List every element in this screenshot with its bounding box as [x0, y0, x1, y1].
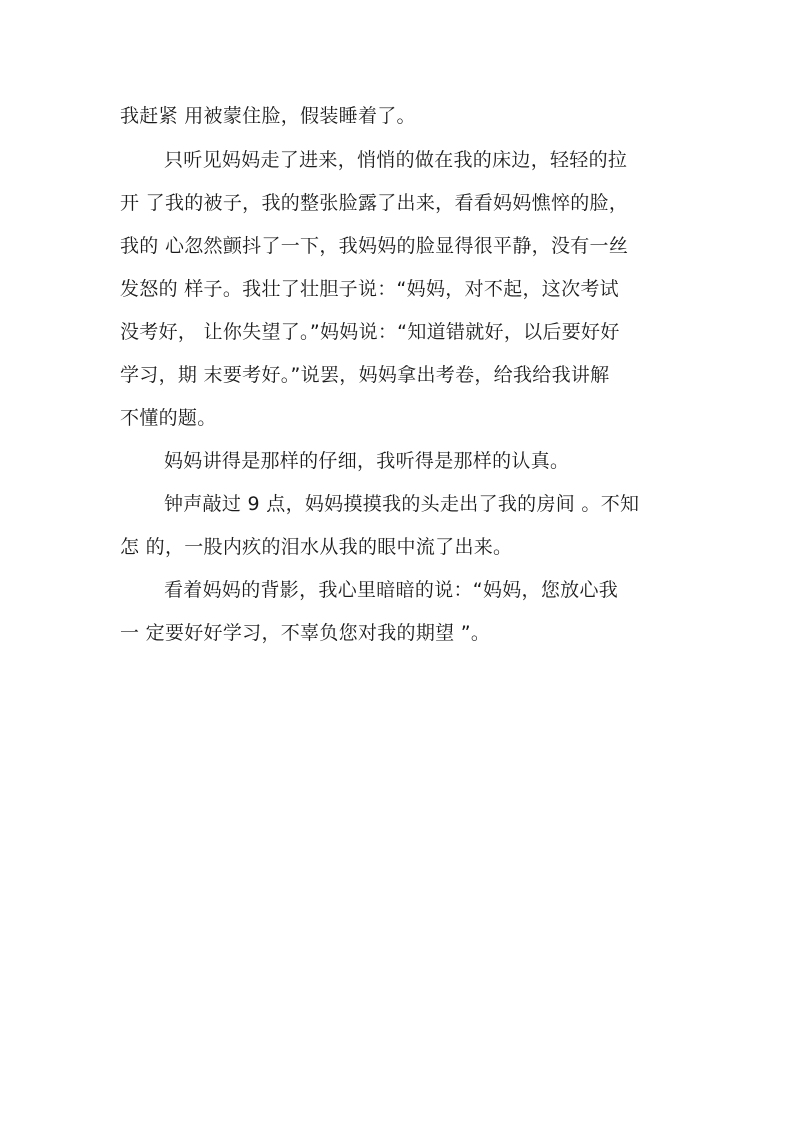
- text-line: 我的 心忽然颤抖了一下，我妈妈的脸显得很平静，没有一丝: [120, 235, 629, 257]
- text-line: 怎 的，一股内疚的泪水从我的眼中流了出来。: [120, 536, 513, 558]
- paragraph-first-line: 妈妈讲得是那样的仔细，我听得是那样的认真。: [164, 450, 570, 472]
- paragraph-first-line: 看着妈妈的背影，我心里暗暗的说：“妈妈，您放心我: [164, 579, 619, 601]
- text-line: 一 定要好好学习，不辜负您对我的期望 ”。: [120, 622, 491, 644]
- text-line: 不懂的题。: [120, 407, 217, 429]
- text-line: 发怒的 样子。我壮了壮胆子说：“妈妈，对不起，这次考试: [120, 278, 619, 300]
- paragraph-first-line: 只听见妈妈走了进来，悄悄的做在我的床边，轻轻的拉: [164, 149, 628, 171]
- text-line: 没考好， 让你失望了。”妈妈说：“知道错就好，以后要好好: [120, 321, 620, 343]
- text-line: 开 了我的被子，我的整张脸露了出来，看看妈妈憔悴的脸，: [120, 192, 629, 214]
- text-line: 我赶紧 用被蒙住脸，假装睡着了。: [120, 105, 416, 127]
- text-line: 学习，期 末要考好。”说罢，妈妈拿出考卷，给我给我讲解: [120, 364, 610, 386]
- paragraph-first-line: 钟声敲过 9 点，妈妈摸摸我的头走出了我的房间 。不知: [164, 493, 640, 515]
